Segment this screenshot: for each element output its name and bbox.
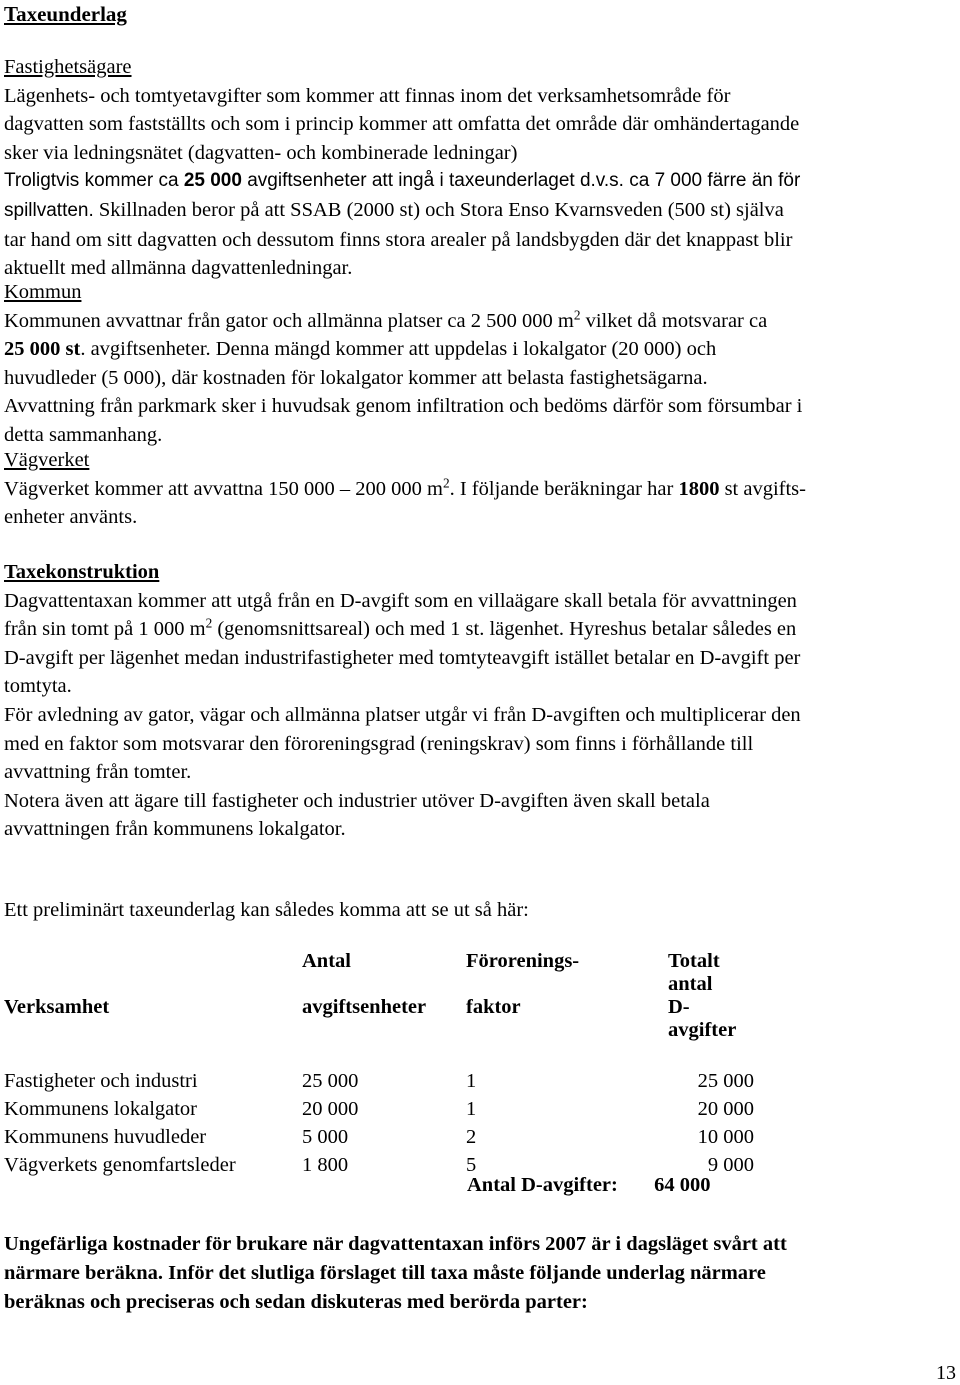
tax-basis-table: [4, 950, 754, 1182]
vagverket-line-1-pre: Vägverket kommer att avvattna 150 000 – 200 000 m: [4, 477, 443, 500]
fastighetsagare-line-4: tar hand om sitt dagvatten och dessutom finns stora arealer på landsbygden där det knappast blir: [4, 228, 793, 251]
kommun-line-2-rest: . avgiftsenheter. Denna mängd kommer att uppdelas i lokalgator (20 000) och: [80, 338, 717, 361]
taxekonstruktion-heading: Taxekonstruktion: [4, 561, 160, 583]
table-row: [4, 1070, 754, 1098]
fastighetsagare-line-3: sker via ledningsnätet (dagvatten- och kombinerade ledningar): [4, 141, 518, 164]
table-spacer-row: [4, 1042, 754, 1070]
closing-line-3: beräknas och preciseras och sedan diskuteras med berörda parter:: [4, 1291, 588, 1313]
kommun-line-4: Avvattning från parkmark sker i huvudsak genom infiltration och bedöms därför som försumbar i: [4, 395, 803, 418]
table-header-row-2: [4, 996, 754, 1042]
table-cell: 1: [466, 1098, 477, 1120]
table-cell: 5 000: [302, 1126, 349, 1148]
fastighetsagare-heading: Fastighetsägare: [4, 56, 132, 78]
tax-p1-line-4: tomtyta.: [4, 675, 72, 698]
header-verksamhet-top: [4, 950, 302, 996]
sans-line-post: avgiftsenheter att ingå i taxeunderlaget d.v.s. ca 7 000 färre än för: [241, 170, 801, 192]
header-totalt-top: Totalt antal: [668, 950, 720, 995]
table-cell: 25 000: [302, 1070, 359, 1092]
section-vagverket: [4, 446, 954, 532]
tax-p1-line-1: Dagvattentaxan kommer att utgå från en D-avgift som en villaägare skall betala för avvattningen: [4, 589, 797, 612]
tax-p1-line-2-sup: 2: [205, 615, 213, 631]
table-cell: 20 000: [302, 1098, 359, 1120]
table-cell: Vägverkets genomfartsleder: [4, 1154, 236, 1176]
table-row: [4, 1098, 754, 1126]
tax-p2-line-3: avvattning från tomter.: [4, 761, 192, 784]
fastighetsagare-line-5: aktuellt med allmänna dagvattenledningar.: [4, 257, 353, 280]
fastighetsagare-mixed-line: [4, 196, 954, 226]
total-line: [467, 1174, 710, 1197]
table-cell: 2: [466, 1126, 477, 1148]
kommun-line-1-sup: 2: [573, 307, 581, 323]
section-taxekonstruktion: [4, 558, 954, 844]
table-cell: 1: [466, 1070, 477, 1092]
table-cell: 1 800: [302, 1154, 349, 1176]
kommun-line-2: [4, 335, 954, 364]
header-verksamhet: Verksamhet: [4, 996, 110, 1018]
kommun-line-1-post: vilket då motsvarar ca: [580, 309, 768, 332]
total-value: 64 000: [654, 1174, 711, 1196]
table-intro-text: Ett preliminärt taxeunderlag kan således komma att se ut så här:: [4, 899, 529, 921]
kommun-heading: Kommun: [4, 281, 82, 303]
vagverket-line-2: enheter använts.: [4, 506, 138, 529]
header-avgiftsenheter: avgiftsenheter: [302, 996, 427, 1018]
table-cell: Kommunens lokalgator: [4, 1098, 198, 1120]
fastighetsagare-line-2: dagvatten som fastställts och som i princip kommer att omfatta det område där omhändertagande: [4, 113, 800, 136]
table-cell: 9 000: [707, 1154, 754, 1176]
vagverket-heading: Vägverket: [4, 449, 90, 471]
tax-p3-line-2: avvattningen från kommunens lokalgator.: [4, 818, 346, 841]
table-cell: 5: [466, 1154, 477, 1176]
document-title-block: [4, 0, 954, 30]
header-faktor: faktor: [466, 996, 521, 1018]
vagverket-line-1-mid: . I följande beräkningar har: [449, 477, 679, 500]
header-d-avgifter: D-avgifter: [668, 996, 737, 1041]
sans-line-bold: 25 000: [183, 170, 242, 192]
closing-line-1: Ungefärliga kostnader för brukare när dagvattentaxan införs 2007 är i dagsläget svårt att: [4, 1233, 787, 1255]
page-number: 13: [936, 1362, 956, 1384]
table-intro: [4, 896, 954, 925]
table-cell: 20 000: [697, 1098, 754, 1120]
closing-paragraph: [4, 1230, 940, 1317]
serif-tail: Skillnaden beror på att SSAB (2000 st) och Stora Enso Kvarnsveden (500 st) själva: [93, 198, 784, 221]
tax-p2-line-1: För avledning av gator, vägar och allmänna platser utgår vi från D-avgiften och multiplicerar den: [4, 703, 801, 726]
vagverket-line-1: [4, 475, 954, 504]
table-cell: 25 000: [697, 1070, 754, 1092]
kommun-line-1: [4, 307, 954, 336]
vagverket-line-1-post: st avgifts-: [719, 477, 806, 500]
table-row: [4, 1126, 754, 1154]
kommun-line-3: huvudleder (5 000), där kostnaden för lokalgator kommer att belasta fastighetsägarna.: [4, 366, 708, 389]
table-cell: Kommunens huvudleder: [4, 1126, 207, 1148]
tax-p1-line-3: D-avgift per lägenhet medan industrifastigheter med tomtyteavgift istället betalar en D-avgift per: [4, 646, 801, 669]
closing-line-2: närmare beräkna. Inför det slutliga förslaget till taxa måste följande underlag närmare: [4, 1262, 766, 1284]
fastighetsagare-sans-line: [4, 167, 954, 196]
kommun-line-5: detta sammanhang.: [4, 423, 163, 446]
total-label: Antal D-avgifter:: [467, 1174, 618, 1196]
kommun-line-2-bold: 25 000 st: [4, 338, 81, 361]
table-cell: 10 000: [697, 1126, 754, 1148]
header-fororening-top: Förorenings-: [466, 950, 580, 972]
section-kommun: [4, 278, 954, 450]
sans-line-pre: Troligtvis kommer ca: [4, 170, 184, 192]
tax-p2-line-2: med en faktor som motsvarar den föroreningsgrad (reningskrav) som finns i förhållande till: [4, 732, 754, 755]
vagverket-line-1-bold: 1800: [678, 477, 720, 500]
tax-p3-line-1: Notera även att ägare till fastigheter och industrier utöver D-avgiften även skall betala: [4, 789, 710, 812]
sans-tail: spillvatten.: [4, 199, 94, 221]
table-cell: Fastigheter och industri: [4, 1070, 198, 1092]
document-title: Taxeunderlag: [4, 2, 127, 26]
section-fastighetsagare: [4, 53, 954, 283]
tax-p1-line-2-post: (genomsnittsareal) och med 1 st. lägenhet. Hyreshus betalar således en: [212, 618, 797, 641]
kommun-line-1-pre: Kommunen avvattnar från gator och allmänna platser ca 2 500 000 m: [4, 309, 574, 332]
vagverket-line-1-sup: 2: [442, 475, 450, 491]
fastighetsagare-line-1: Lägenhets- och tomtyetavgifter som kommer att finnas inom det verksamhetsområde för: [4, 84, 731, 107]
table-header-row-1: [4, 950, 754, 996]
header-antal-top: Antal: [302, 950, 351, 972]
tax-p1-line-2-pre: från sin tomt på 1 000 m: [4, 618, 206, 641]
tax-p1-line-2: [4, 615, 954, 644]
